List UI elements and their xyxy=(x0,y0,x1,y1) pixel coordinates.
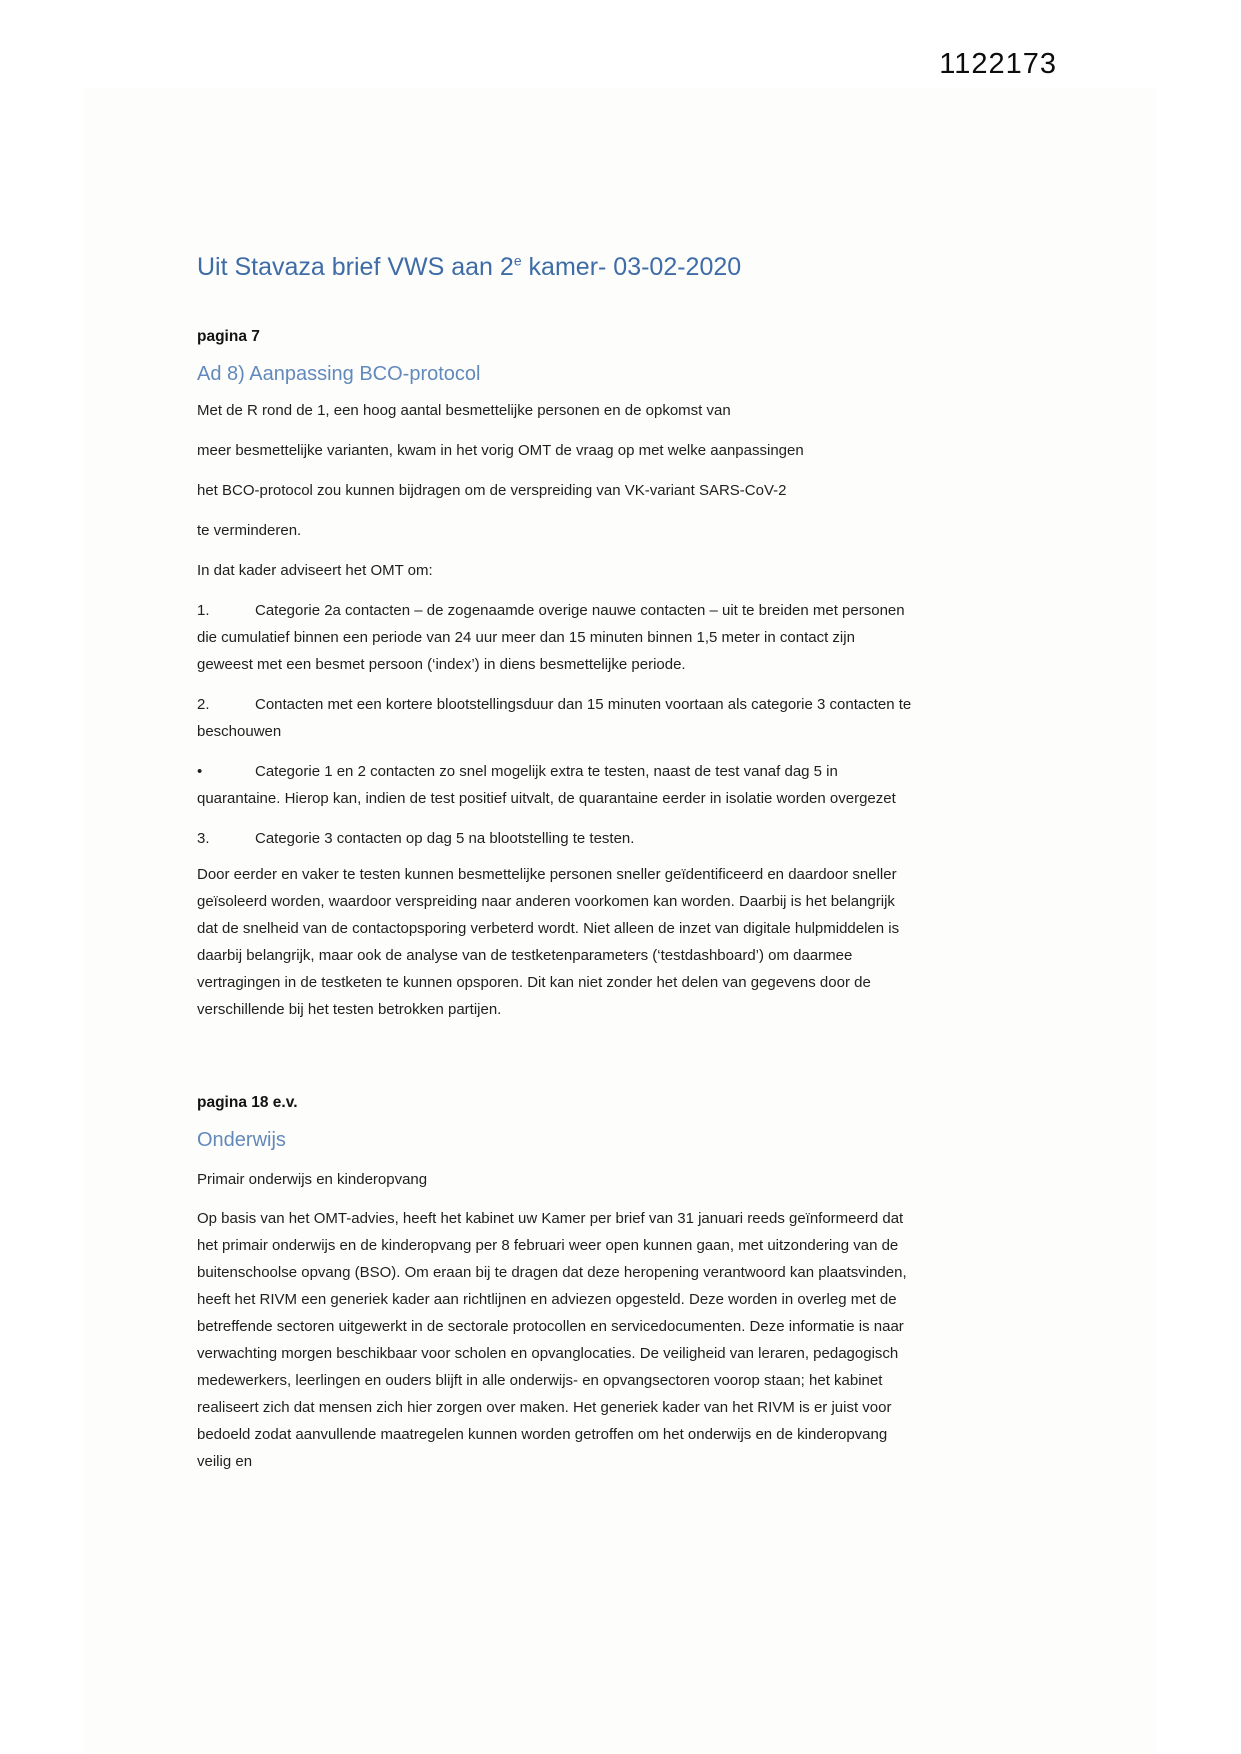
paragraph: het BCO-protocol zou kunnen bijdragen om de verspreiding van VK-variant SARS-CoV-2 xyxy=(197,482,787,499)
list-item xyxy=(197,758,913,812)
document-title-pre: Uit Stavaza brief VWS aan 2 xyxy=(197,252,514,281)
page-label-18: pagina 18 e.v. xyxy=(197,1094,298,1111)
document-title xyxy=(197,253,957,282)
subheading-primair-onderwijs: Primair onderwijs en kinderopvang xyxy=(197,1171,428,1188)
section-heading-onderwijs: Onderwijs xyxy=(197,1129,286,1151)
page-label-7: pagina 7 xyxy=(197,328,260,345)
bullet-marker: • xyxy=(197,763,203,780)
list-marker: 2. xyxy=(197,696,210,713)
section-heading-bco: Ad 8) Aanpassing BCO-protocol xyxy=(197,363,481,385)
list-marker: 3. xyxy=(197,830,210,847)
title-superscript: e xyxy=(513,252,522,269)
closing-paragraph: Door eerder en vaker te testen kunnen besmettelijke personen sneller geïdentificeerd en daardoor sneller geïsoleerd worden, waardoor verspreiding naar anderen voorkomen kan worden. Daarbij is het belangrijk dat de snelheid van de contactopsporing verbeterd wordt. Niet alleen de inzet van digitale hulpmiddelen is daarbij belangrijk, maar ook de analyse van de testketenparameters (‘testdashboard’) om daarmee vertragingen in de testketen te kunnen opsporen. Dit kan niet zonder het delen van gegevens door de verschillende bij het testen betrokken partijen. xyxy=(197,866,900,1018)
list-item-text: Categorie 1 en 2 contacten zo snel mogelijk extra te testen, naast de test vanaf dag 5 in quarantaine. Hierop kan, indien de test positief uitvalt, de quarantaine eerder in isolatie worden overgezet xyxy=(197,763,896,807)
section-onderwijs xyxy=(197,1094,913,1488)
document-number: 1122173 xyxy=(939,48,1057,80)
list-item-text: Contacten met een kortere blootstellingsduur dan 15 minuten voortaan als categorie 3 contacten te beschouwen xyxy=(197,696,912,740)
list-item-text: Categorie 3 contacten op dag 5 na blootstelling te testen. xyxy=(255,830,635,847)
paragraph: meer besmettelijke varianten, kwam in het vorig OMT de vraag op met welke aanpassingen xyxy=(197,442,804,459)
paragraph: In dat kader adviseert het OMT om: xyxy=(197,562,433,579)
paragraph: Met de R rond de 1, een hoog aantal besmettelijke personen en de opkomst van xyxy=(197,402,731,419)
list-marker: 1. xyxy=(197,602,210,619)
list-item xyxy=(197,825,913,852)
paragraph: Op basis van het OMT-advies, heeft het kabinet uw Kamer per brief van 31 januari reeds geïnformeerd dat het primair onderwijs en de kinderopvang per 8 februari weer open kunnen gaan, met uitzondering van de buitenschoolse opvang (BSO). Om eraan bij te dragen dat deze heropening verantwoord kan plaatsvinden, heeft het RIVM een generiek kader aan richtlijnen en adviezen opgesteld. Deze worden in overleg met de betreffende sectoren uitgewerkt in de sectorale protocollen en servicedocumenten. Deze informatie is naar verwachting morgen beschikbaar voor scholen en opvanglocaties. De veiligheid van leraren, pedagogisch medewerkers, leerlingen en ouders blijft in alle onderwijs- en opvangsectoren voorop staan; het kabinet realiseert zich dat mensen zich hier zorgen over maken. Het generiek kader van het RIVM is er juist voor bedoeld zodat aanvullende maatregelen kunnen worden getroffen om het onderwijs en de kinderopvang veilig en xyxy=(197,1210,907,1470)
section-bco-protocol xyxy=(197,328,913,1036)
document-title-post: kamer- 03-02-2020 xyxy=(521,252,742,281)
list-item xyxy=(197,691,913,745)
paragraph: te verminderen. xyxy=(197,522,302,539)
list-item xyxy=(197,597,913,678)
list-item-text: Categorie 2a contacten – de zogenaamde overige nauwe contacten – uit te breiden met personen die cumulatief binnen een periode van 24 uur meer dan 15 minuten binnen 1,5 meter in contact zijn geweest met een besmet persoon (‘index’) in diens besmettelijke periode. xyxy=(197,602,905,673)
